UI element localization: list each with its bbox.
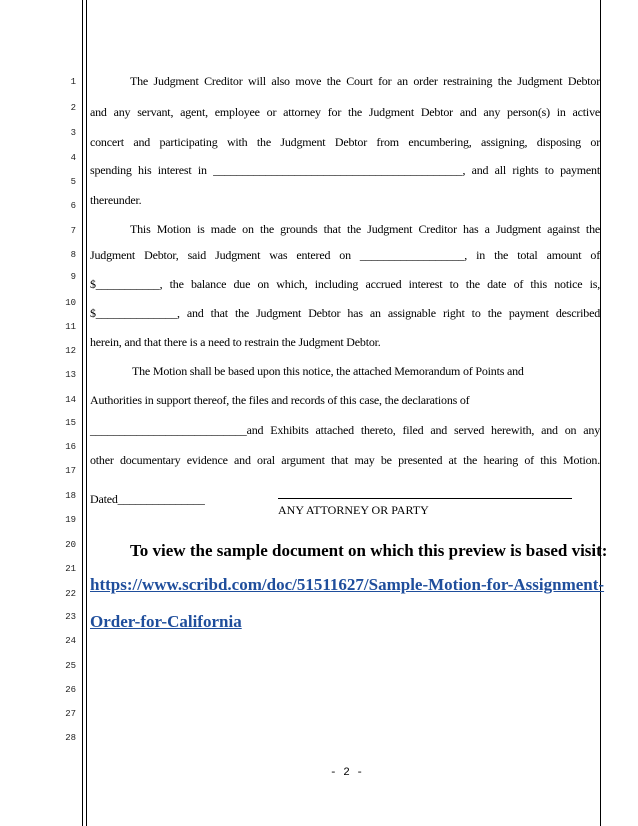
line-number: 5: [70, 177, 76, 187]
line-number: 23: [65, 612, 76, 622]
right-margin-rule: [600, 0, 601, 826]
paragraph-2-line-4: $______________, and that the Judgment Debtor has an assignable right to the payment described: [90, 306, 600, 320]
line-number: 26: [65, 685, 76, 695]
line-number: 15: [65, 418, 76, 428]
paragraph-3-line-2: Authorities in support thereof, the files and records of this case, the declarations of: [90, 393, 470, 407]
line-number: 7: [70, 226, 76, 236]
paragraph-3-line-1: The Motion shall be based upon this notice, the attached Memorandum of Points and: [132, 364, 524, 378]
line-number: 17: [65, 466, 76, 476]
paragraph-2-line-1: This Motion is made on the grounds that the Judgment Creditor has a Judgment against the: [130, 222, 600, 236]
line-number: 28: [65, 733, 76, 743]
line-number: 9: [70, 272, 76, 282]
line-number: 1: [70, 77, 76, 87]
paragraph-2-line-3: $___________, the balance due on which, including accrued interest to the date of this notice is,: [90, 277, 600, 291]
paragraph-1-line-2: and any servant, agent, employee or attorney for the Judgment Debtor and any person(s) in active: [90, 105, 600, 119]
paragraph-2-line-2: Judgment Debtor, said Judgment was entered on __________________, in the total amount of: [90, 248, 600, 262]
source-link-line-1[interactable]: https://www.scribd.com/doc/51511627/Sample-Motion-for-Assignment-: [90, 575, 605, 594]
line-number: 25: [65, 661, 76, 671]
page-number: - 2 -: [330, 767, 364, 779]
line-number: 18: [65, 491, 76, 501]
paragraph-1-line-5: thereunder.: [90, 193, 142, 207]
line-number: 2: [70, 103, 76, 113]
paragraph-1-line-3: concert and participating with the Judgment Debtor from encumbering, assigning, disposing or: [90, 135, 600, 149]
line-number: 16: [65, 442, 76, 452]
paragraph-1-line-1: The Judgment Creditor will also move the Court for an order restraining the Judgment Debtor: [130, 74, 600, 88]
paragraph-1-line-4: spending his interest in ___________________________________________, and all rights to payment: [90, 163, 600, 177]
line-number: 4: [70, 153, 76, 163]
line-number: 13: [65, 370, 76, 380]
line-number: 20: [65, 540, 76, 550]
line-number: 27: [65, 709, 76, 719]
paragraph-3-line-3: ___________________________and Exhibits attached thereto, filed and served herewith, and on any: [90, 423, 600, 437]
line-number: 21: [65, 564, 76, 574]
line-number: 22: [65, 589, 76, 599]
line-number: 12: [65, 346, 76, 356]
line-number: 11: [65, 322, 76, 332]
line-number: 3: [70, 128, 76, 138]
line-number: 8: [70, 250, 76, 260]
preview-notice: To view the sample document on which this preview is based visit:: [130, 541, 608, 560]
line-number: 6: [70, 201, 76, 211]
paragraph-2-line-5: herein, and that there is a need to restrain the Judgment Debtor.: [90, 335, 381, 349]
signature-label: ANY ATTORNEY OR PARTY: [278, 503, 429, 517]
line-number: 14: [65, 395, 76, 405]
left-margin-rule-inner: [86, 0, 87, 826]
source-link-line-2[interactable]: Order-for-California: [90, 612, 242, 631]
left-margin-rule-outer: [82, 0, 83, 826]
paragraph-3-line-4: other documentary evidence and oral argument that may be presented at the hearing of this Motion.: [90, 453, 600, 467]
line-number: 19: [65, 515, 76, 525]
line-number: 24: [65, 636, 76, 646]
signature-line: [278, 484, 572, 499]
dated-line: Dated_______________: [90, 492, 205, 506]
line-number: 10: [65, 298, 76, 308]
